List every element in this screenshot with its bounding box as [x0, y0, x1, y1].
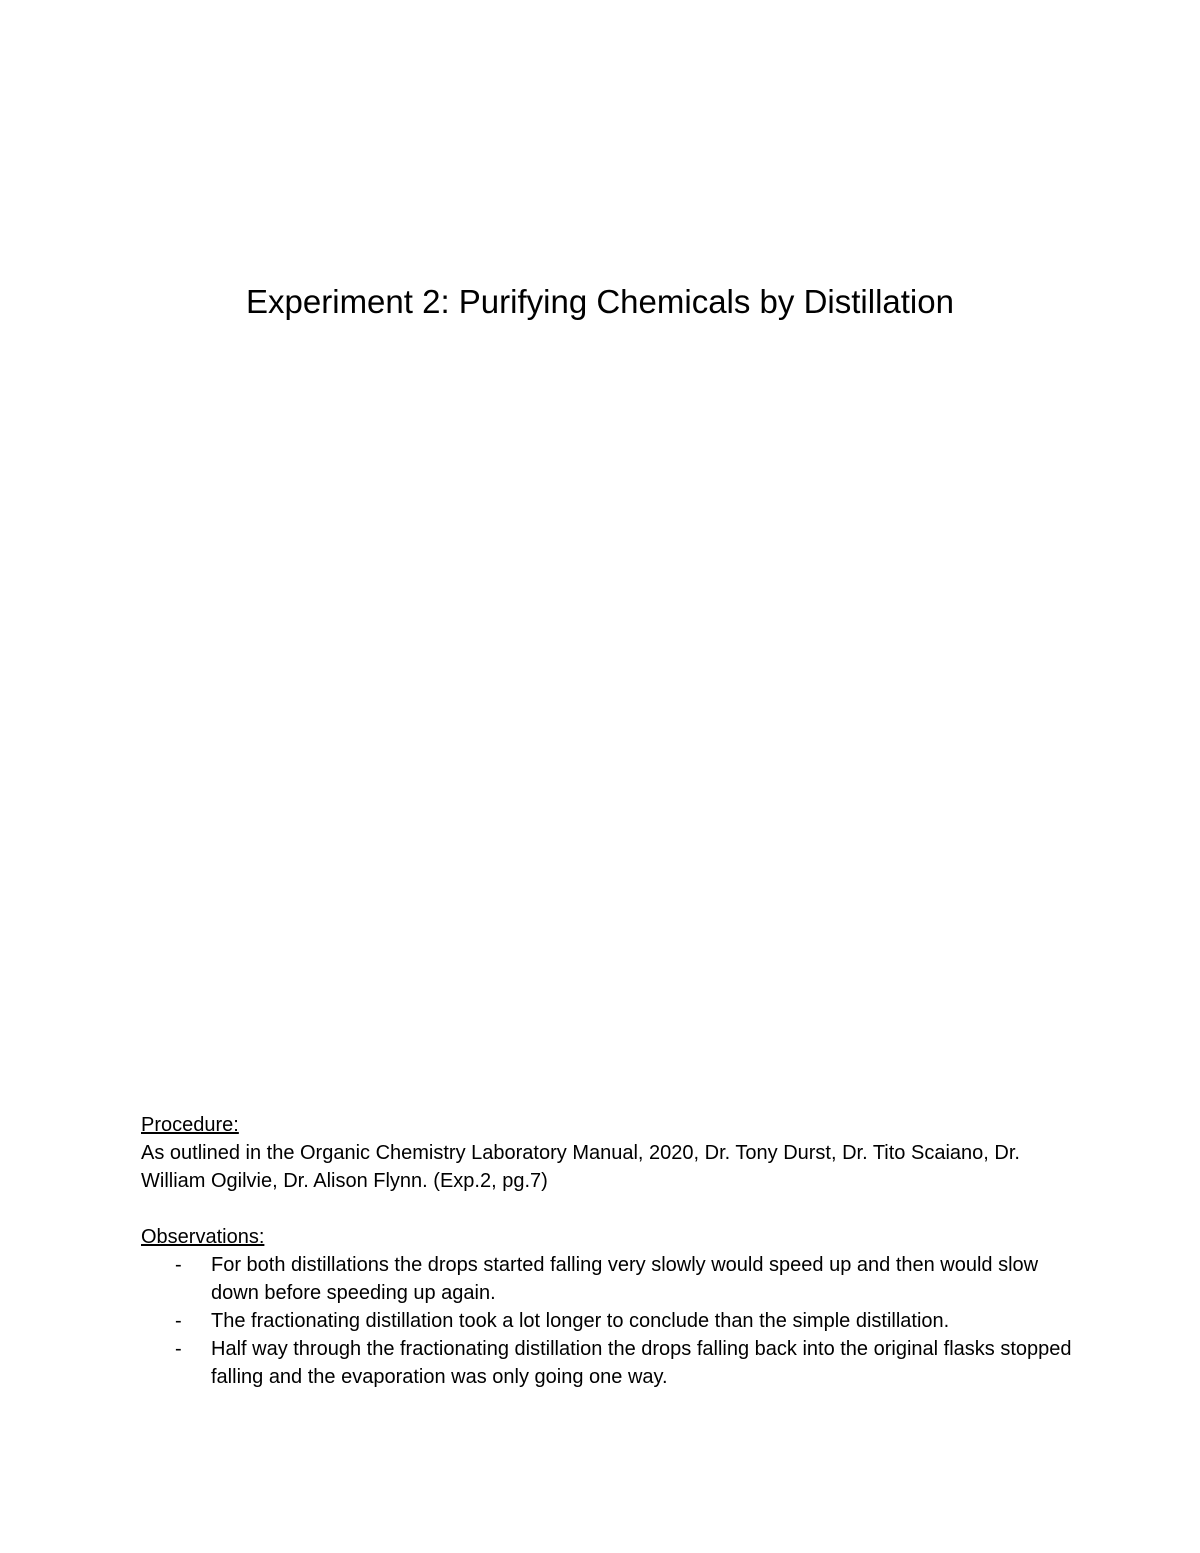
observation-item — [141, 1307, 1081, 1335]
dash-bullet: - — [175, 1254, 182, 1276]
dash-bullet: - — [175, 1338, 182, 1360]
observation-item — [141, 1335, 1081, 1391]
observation-text: For both distillations the drops started falling very slowly would speed up and then would slow down before speeding up again. — [211, 1254, 1039, 1304]
observation-item — [141, 1251, 1081, 1307]
dash-bullet: - — [175, 1310, 182, 1332]
procedure-heading: Procedure: — [141, 1114, 239, 1136]
observations-list — [141, 1251, 1081, 1391]
observation-text: The fractionating distillation took a lot longer to conclude than the simple distillation. — [211, 1310, 950, 1332]
section-spacer — [141, 1195, 1081, 1223]
observation-text: Half way through the fractionating distillation the drops falling back into the original flasks stopped falling and the evaporation was only going one way. — [211, 1338, 1072, 1388]
observations-heading: Observations: — [141, 1226, 265, 1248]
procedure-text: As outlined in the Organic Chemistry Laboratory Manual, 2020, Dr. Tony Durst, Dr. Tito Scaiano, Dr. William Ogilvie, Dr. Alison Flynn. (Exp.2, pg.7) — [141, 1142, 1020, 1192]
document-body — [141, 1111, 1081, 1391]
document-title: Experiment 2: Purifying Chemicals by Distillation — [246, 283, 954, 320]
